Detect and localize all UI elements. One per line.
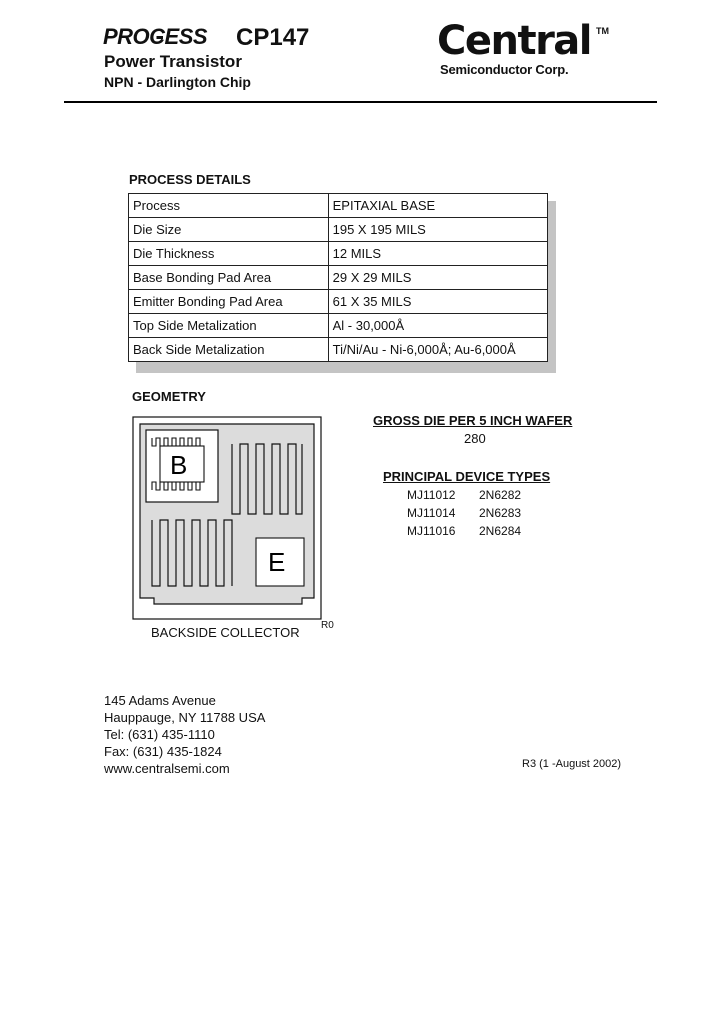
address-tel: Tel: (631) 435-1110 xyxy=(104,727,215,742)
backside-collector-label: BACKSIDE COLLECTOR xyxy=(151,625,300,640)
table-row xyxy=(129,242,548,266)
document-revision: R3 (1 -August 2002) xyxy=(522,758,622,770)
address-web: www.centralsemi.com xyxy=(104,761,230,776)
process-details-table-wrapper xyxy=(128,193,548,362)
list-item xyxy=(407,486,521,504)
address-city: Hauppauge, NY 11788 USA xyxy=(104,710,266,725)
process-details-table xyxy=(128,193,548,362)
device-type-2n: 2N6284 xyxy=(479,524,522,538)
detail-label: Die Size xyxy=(129,218,329,242)
gross-die-title: GROSS DIE PER 5 INCH WAFER xyxy=(373,413,573,428)
company-address xyxy=(104,692,265,777)
device-types-list xyxy=(407,486,521,540)
detail-value: Al - 30,000Å xyxy=(328,314,547,338)
die-geometry-diagram xyxy=(132,416,322,620)
process-details-title: PROCESS DETAILS xyxy=(129,172,251,187)
device-type-mj: MJ11014 xyxy=(407,506,456,520)
detail-label: Process xyxy=(129,194,329,218)
page-subtitle: NPN - Darlington Chip xyxy=(104,74,251,90)
detail-value: EPITAXIAL BASE xyxy=(328,194,547,218)
detail-label: Top Side Metalization xyxy=(129,314,329,338)
detail-value: 29 X 29 MILS xyxy=(328,266,547,290)
table-row xyxy=(129,194,548,218)
detail-value: Ti/Ni/Au - Ni-6,000Å; Au-6,000Å xyxy=(328,338,547,362)
detail-value: 12 MILS xyxy=(328,242,547,266)
table-row xyxy=(129,290,548,314)
company-logo-subtitle: Semiconductor Corp. xyxy=(440,62,569,77)
detail-value: 61 X 35 MILS xyxy=(328,290,547,314)
company-logo: Central xyxy=(437,18,592,64)
detail-label: Emitter Bonding Pad Area xyxy=(129,290,329,314)
device-type-mj: MJ11012 xyxy=(407,488,456,502)
address-fax: Fax: (631) 435-1824 xyxy=(104,744,222,759)
list-item xyxy=(407,522,521,540)
address-street: 145 Adams Avenue xyxy=(104,693,216,708)
device-type-2n: 2N6282 xyxy=(479,488,522,502)
part-number: CP147 xyxy=(236,24,310,51)
geometry-revision: R0 xyxy=(321,620,334,631)
process-label: PROCESS xyxy=(103,24,208,49)
detail-label: Base Bonding Pad Area xyxy=(129,266,329,290)
table-row xyxy=(129,314,548,338)
gross-die-value: 280 xyxy=(464,431,486,446)
table-row xyxy=(129,218,548,242)
geometry-title: GEOMETRY xyxy=(132,389,206,404)
device-type-mj: MJ11016 xyxy=(407,524,456,538)
base-label: B xyxy=(170,450,188,480)
table-row xyxy=(129,266,548,290)
detail-label: Die Thickness xyxy=(129,242,329,266)
emitter-label: E xyxy=(268,547,286,577)
header-divider xyxy=(64,101,657,103)
detail-value: 195 X 195 MILS xyxy=(328,218,547,242)
table-row xyxy=(129,338,548,362)
list-item xyxy=(407,504,521,522)
trademark-mark: TM xyxy=(596,26,609,36)
page-title: Power Transistor xyxy=(104,52,242,71)
detail-label: Back Side Metalization xyxy=(129,338,329,362)
device-types-title: PRINCIPAL DEVICE TYPES xyxy=(383,469,551,484)
device-type-2n: 2N6283 xyxy=(479,506,522,520)
